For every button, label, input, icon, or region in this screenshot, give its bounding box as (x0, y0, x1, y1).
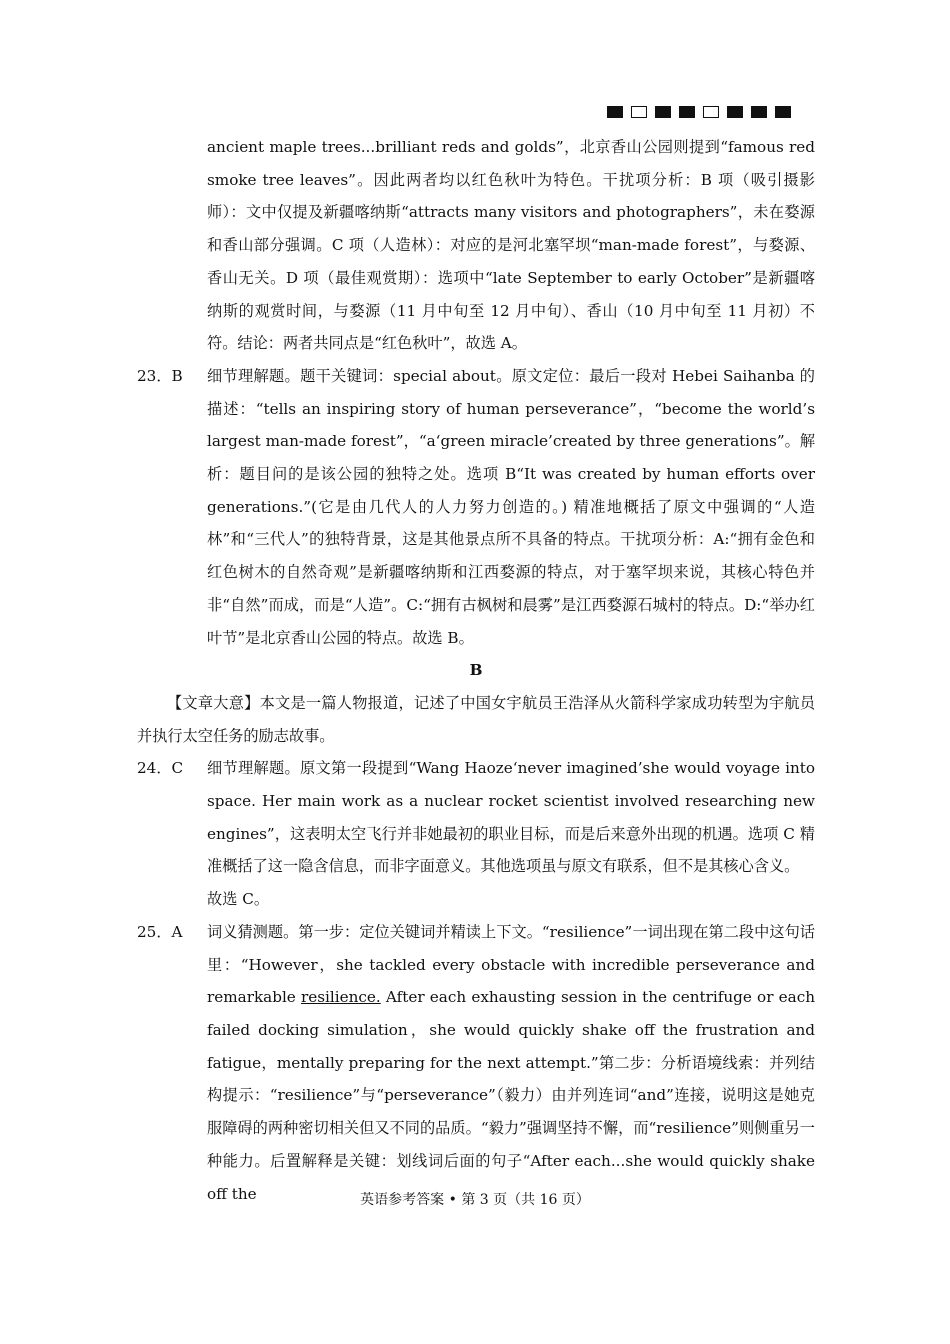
explanation-text: 细节理解题。原文第一段提到“Wang Haoze‘never imagined’she would voyage into space. Her main work as a nuclear rocket scientist involved researching new engines”，这表明太空飞行并非她最初的职业目标，而是后来意外出现的机遇。选项 C 精准概括了这一隐含信息，而非字面意义。其他选项虽与原文有联系，但不是其核心含义。 (207, 759, 815, 876)
question-explanation: 细节理解题。题干关键词：special about。原文定位：最后一段对 Hebei Saihanba 的描述：“tells an inspiring story of human perseverance”，“become the world’s largest man-made forest”，“a‘green miracle’created by three generations”。解析：题目问的是该公园的独特之处。选项 B“It was created by human efforts over generations.”(它是由几代人的人力努力创造的。) 精准地概括了原文中强调的“人造林”和“三代人”的独特背景，这是其他景点所不具备的特点。干扰项分析：A:“拥有金色和红色树木的自然奇观”是新疆喀纳斯和江西婺源的特点，对于塞罕坝来说，其核心特色并非“自然”而成，而是“人造”。C:“拥有古枫树和晨雾”是江西婺源石城村的特点。D:“举办红叶节”是北京香山公园的特点。故选 B。 (207, 366, 815, 647)
header-mark (727, 106, 743, 118)
question-23 (137, 360, 815, 654)
page-footer: 英语参考答案 • 第 3 页（共 16 页） (360, 1192, 590, 1208)
header-mark (775, 106, 791, 118)
question-24 (137, 752, 815, 916)
question-explanation (207, 752, 815, 916)
explanation-text-b: After each exhausting session in the centrifuge or each failed docking simulation，she would quickly shake off the frustration and fatigue，mentally preparing for the next attempt.”第二步：分析语境线索：并列结构提示：“resilience”与“perseverance”（毅力）由并列连词“and”连接，说明这是她克服障碍的两种密切相关但又不同的品质。“毅力”强调坚持不懈，而“resilience”则侧重另一种能力。后置解释是关键：划线词后面的句子“After each...she would quickly shake off the (207, 988, 815, 1203)
header-marks (607, 106, 791, 119)
question-number: 24．C (137, 759, 184, 778)
header-mark (607, 106, 623, 118)
underlined-word: resilience. (301, 988, 381, 1007)
article-summary: 【文章大意】本文是一篇人物报道，记述了中国女宇航员王浩泽从火箭科学家成功转型为宇航员并执行太空任务的励志故事。 (137, 693, 815, 745)
header-mark (703, 106, 719, 118)
answer-content (137, 131, 815, 1210)
explanation-conclusion: 故选 C。 (207, 890, 270, 909)
header-mark (631, 106, 647, 118)
explanation-text-a: 词义猜测题。第一步：定位关键词并精读上下文。“resilience”一词出现在第二段中这句话里：“However，she tackled every obstacle with incredible perseverance and remarkable (207, 922, 815, 1007)
q22-continuation: ancient maple trees...brilliant reds and golds”，北京香山公园则提到“famous red smoke tree leaves”。因此两者均以红色秋叶为特色。干扰项分析：B 项（吸引摄影师）：文中仅提及新疆喀纳斯“attracts many visitors and photographers”，未在婺源和香山部分强调。C 项（人造林）：对应的是河北塞罕坝“man-made forest”，与婺源、香山无关。D 项（最佳观赏期）：选项中“late September to early October”是新疆喀纳斯的观赏时间，与婺源（11 月中旬至 12 月中旬）、香山（10 月中旬至 11 月初）不符。结论：两者共同点是“红色秋叶”，故选 A。 (207, 138, 815, 353)
question-number: 25．A (137, 922, 183, 941)
question-explanation (207, 916, 815, 1210)
header-mark (655, 106, 671, 118)
section-heading-b: B (469, 661, 483, 680)
question-25 (137, 916, 815, 1210)
header-mark (679, 106, 695, 118)
header-mark (751, 106, 767, 118)
question-number: 23．B (137, 366, 183, 385)
